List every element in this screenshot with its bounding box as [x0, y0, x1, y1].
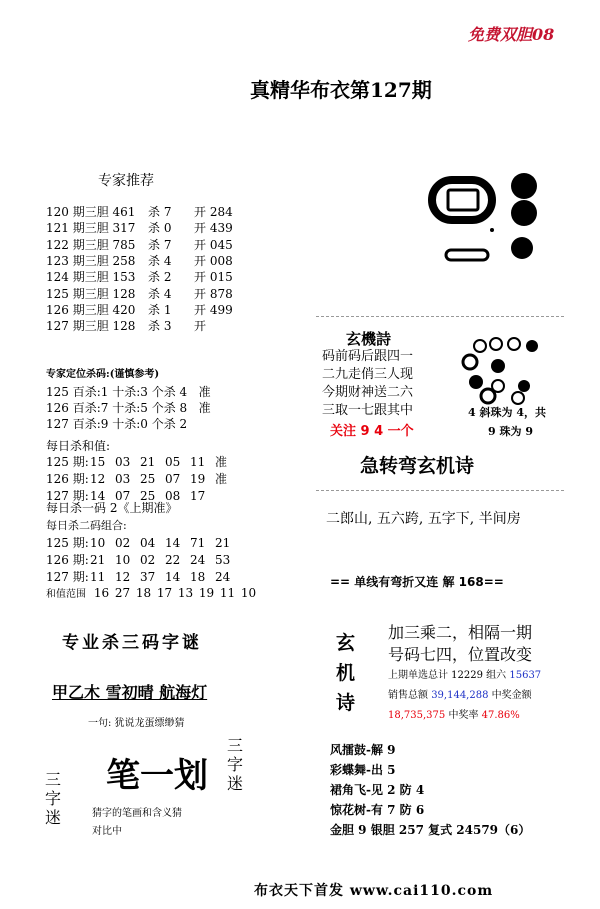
number-cell: 18 [190, 570, 206, 584]
daily-one-code: 每日杀一码 2《上期准》 [46, 501, 178, 515]
number-cell: 03 [115, 472, 131, 486]
sum-range-label: 和值范围 [46, 589, 86, 600]
xuanji2-line-2: 号码七四，位置改变 [388, 645, 533, 664]
expert-period: 126 期三胆 420 [46, 302, 136, 317]
number-cell: 21 [140, 455, 156, 469]
expert-period: 127 期三胆 128 [46, 319, 136, 334]
number-cell: 25 [140, 472, 156, 486]
number-cell: 71 [190, 536, 206, 550]
number-cell: 14 [90, 489, 106, 503]
number-row [46, 470, 240, 487]
expert-period: 125 期三胆 128 [46, 286, 136, 301]
divider [316, 316, 564, 317]
number-row [46, 453, 240, 470]
number-cell: 37 [140, 570, 156, 584]
xuanji-focus: 关注 9 4 一个 [330, 424, 414, 439]
number-cell: 04 [140, 536, 156, 550]
range-value: 10 [240, 586, 257, 600]
footer-site: 布衣天下首发 www.cai110.com [254, 883, 494, 899]
bead-note-1: 4 斜珠为 4，共 [468, 406, 546, 419]
expert-kill: 杀 3 [148, 319, 172, 334]
expert-open: 开 015 [194, 270, 233, 285]
sum-range-row [46, 585, 262, 600]
page-title: 真精华布衣第127期 [250, 78, 432, 102]
number-cell: 准 [215, 472, 228, 486]
expert-kill: 杀 4 [148, 286, 172, 301]
turn-poem-line: 二郎山, 五六跨, 五字下, 半间房 [326, 511, 521, 527]
number-cell: 22 [165, 553, 181, 567]
bihua-word: 笔一划 [106, 756, 208, 796]
expert-open: 开 [194, 319, 207, 334]
period-label: 125 期: [46, 455, 89, 469]
abacus-drawing [420, 168, 550, 268]
position-kill-row: 127 百杀:9 十杀:0 个杀 2 [46, 417, 188, 431]
period-label: 127 期: [46, 570, 89, 584]
number-cell: 14 [165, 570, 181, 584]
range-value: 18 [135, 586, 152, 600]
bihua-note-2: 对比中 [92, 826, 122, 837]
turn-poem-single: == 单线有弯折又连 解 168== [330, 575, 504, 589]
number-cell: 03 [115, 455, 131, 469]
position-kill-heading: 专家定位杀码:(谨慎参考) [46, 369, 160, 380]
expert-period: 123 期三胆 258 [46, 253, 136, 268]
number-cell: 15 [90, 455, 106, 469]
number-cell: 02 [115, 536, 131, 550]
number-cell: 准 [215, 455, 228, 469]
expert-period: 120 期三胆 461 [46, 205, 136, 219]
expert-kill: 杀 1 [148, 302, 172, 317]
bihua-note-1: 猜字的笔画和含义猜 [92, 808, 182, 819]
number-cell: 14 [165, 536, 181, 550]
range-value: 19 [198, 586, 215, 600]
range-value: 17 [156, 586, 173, 600]
position-kill-row: 125 百杀:1 十杀:3 个杀 4 准 [46, 385, 211, 399]
number-cell: 19 [190, 472, 206, 486]
stats-line-2: 销售总额 39,144,288 中奖金额 [388, 690, 532, 701]
sum-range-values [94, 586, 262, 600]
expert-open: 开 284 [194, 205, 233, 219]
expert-row [46, 252, 254, 269]
position-kill-row: 126 百杀:7 十杀:5 个杀 8 准 [46, 401, 211, 415]
turn-poem-title: 急转弯玄机诗 [360, 455, 475, 477]
period-label: 125 期: [46, 536, 89, 550]
riddle-three-hint: 一句: 犹说龙蛋缥缈猜 [88, 718, 185, 729]
riddle-three-text: 甲乙木 雪初晴 航海灯 [52, 683, 208, 702]
number-cell: 21 [90, 553, 106, 567]
expert-row [46, 203, 254, 220]
expert-kill: 杀 7 [148, 205, 172, 219]
number-cell: 08 [165, 489, 181, 503]
daily-two-heading: 每日杀二码组合: [46, 519, 127, 532]
number-row [46, 534, 240, 551]
period-label: 127 期: [46, 489, 89, 503]
number-cell: 10 [115, 553, 131, 567]
expert-row [46, 285, 254, 302]
xuanji-poem-lines: 码前码后跟四一 二九走俏三人现 今期财神送二六 三取一七跟其中 [322, 349, 414, 418]
number-cell: 12 [90, 472, 106, 486]
number-cell: 11 [190, 455, 206, 469]
stats-line-3: 18,735,375 中奖率 47.86% [388, 710, 520, 721]
range-value: 11 [219, 586, 236, 600]
expert-period: 122 期三胆 785 [46, 237, 136, 252]
divider-2 [316, 490, 564, 491]
number-cell: 11 [90, 570, 106, 584]
expert-kill: 杀 4 [148, 253, 172, 268]
expert-open: 开 499 [194, 302, 233, 317]
expert-period: 121 期三胆 317 [46, 221, 136, 236]
xuanji-poem-title: 玄機詩 [346, 330, 392, 348]
period-label: 126 期: [46, 472, 89, 486]
expert-open: 开 439 [194, 221, 233, 236]
expert-kill: 杀 2 [148, 270, 172, 285]
expert-period: 124 期三胆 153 [46, 270, 136, 285]
xuanji2-line-1: 加三乘二，相隔一期 [388, 623, 533, 642]
corner-tag: 免费双胆08 [468, 25, 555, 44]
expert-row [46, 268, 254, 285]
number-row [46, 568, 240, 585]
expert-kill: 杀 0 [148, 221, 172, 236]
bead-note-2: 9 珠为 9 [488, 425, 533, 438]
riddle-three-heading: 专业杀三码字谜 [62, 633, 202, 653]
period-label: 126 期: [46, 553, 89, 567]
expert-heading: 专家推荐 [98, 173, 154, 189]
number-cell: 05 [165, 455, 181, 469]
bihua-left-label: 三 字 迷 [44, 770, 61, 827]
expert-kill: 杀 7 [148, 237, 172, 252]
number-cell: 07 [165, 472, 181, 486]
xuanji2-vertical: 玄 机 诗 [336, 632, 356, 714]
number-cell: 25 [140, 489, 156, 503]
number-cell: 17 [190, 489, 206, 503]
expert-open: 开 045 [194, 237, 233, 252]
number-row [46, 551, 240, 568]
expert-open: 开 878 [194, 286, 233, 301]
bihua-right-label: 三 字 迷 [226, 736, 243, 793]
number-cell: 10 [90, 536, 106, 550]
number-cell: 21 [215, 536, 231, 550]
clues-list: 风擂鼓-解 9 彩蝶舞-出 5 裙角飞-见 2 防 4 惊花树-有 7 防 6 金胆 9 银胆 257 复式 24579（6） [330, 743, 531, 837]
number-cell: 24 [215, 570, 231, 584]
expert-row [46, 236, 254, 253]
stats-line-1: 上期单选总计 12229 组六 15637 [388, 670, 542, 681]
daily-sum-heading: 每日杀和值: [46, 439, 111, 453]
number-cell: 12 [115, 570, 131, 584]
expert-open: 开 008 [194, 253, 233, 268]
range-value: 13 [177, 586, 194, 600]
number-cell: 02 [140, 553, 156, 567]
range-value: 27 [114, 586, 131, 600]
expert-row [46, 301, 254, 318]
expert-row [46, 219, 254, 236]
range-value: 16 [93, 586, 110, 600]
number-cell: 53 [215, 553, 231, 567]
bead-figure [458, 336, 548, 406]
number-cell: 24 [190, 553, 206, 567]
expert-row [46, 317, 254, 334]
number-cell: 07 [115, 489, 131, 503]
